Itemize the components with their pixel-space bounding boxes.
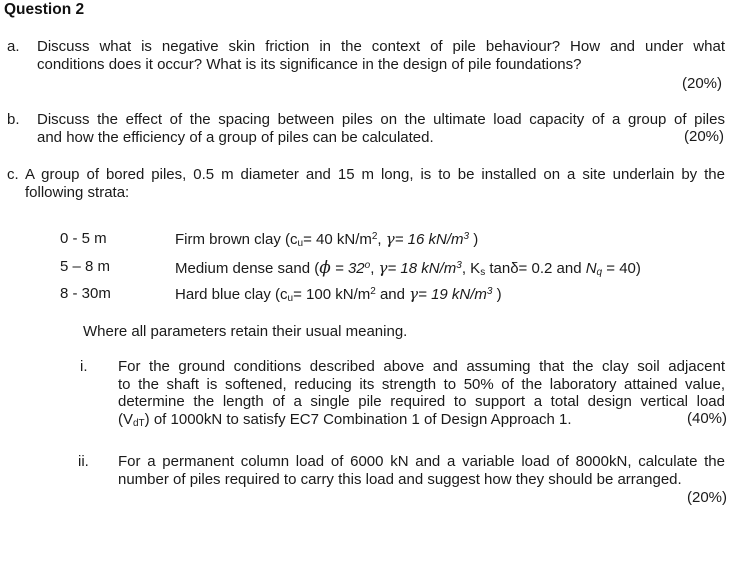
part-b-line-1: Discuss the effect of the spacing between piles on the ultimate load capacity of a group of piles: [37, 111, 725, 128]
part-a-text: [37, 38, 725, 73]
cu-value: = 100 kN/m: [293, 286, 371, 303]
strata-soil-3: Hard blue clay (c: [175, 286, 288, 303]
subpart-i-line-1: For the ground conditions described above and assuming that the clay soil adjacent: [118, 358, 725, 375]
subpart-ii-line-1: For a permanent column load of 6000 kN and a variable load of 8000kN, calculate the: [118, 453, 725, 470]
strata-desc-3: [175, 285, 502, 303]
nq-label: N: [585, 260, 597, 277]
subpart-i-label: i.: [80, 358, 88, 375]
gamma-symbol: γ: [385, 230, 395, 248]
separator: ,: [370, 260, 379, 277]
nq-subscript: q: [596, 267, 603, 278]
part-b-text: [37, 111, 725, 146]
subpart-ii-marks: (20%): [686, 489, 727, 506]
subpart-ii-label: ii.: [78, 453, 89, 470]
subpart-i-line-4: [118, 411, 725, 429]
strata-soil-2: Medium dense sand (: [175, 260, 320, 277]
subpart-i-text: [118, 358, 725, 428]
subpart-i-line-3: determine the length of a single pile required to support a total design vertical load: [118, 393, 725, 410]
subpart-i-line-2: to the shaft is softened, reducing its strength to 50% of the laboratory attained value,: [118, 375, 725, 393]
part-c-line-1: A group of bored piles, 0.5 m diameter and 15 m long, is to be installed on a site underlain by the: [25, 166, 725, 183]
cu-subscript: u: [297, 238, 304, 249]
cu-value: = 40 kN/m: [303, 231, 372, 248]
gamma-value: = 19 kN/m: [418, 286, 487, 303]
cu-subscript: u: [287, 293, 294, 304]
part-a-label: a.: [7, 38, 20, 55]
part-b-label: b.: [7, 111, 20, 128]
and-text: and: [375, 286, 410, 303]
degree-superscript: o: [364, 260, 371, 271]
strata-depth-2: 5 – 8 m: [60, 258, 111, 275]
strata-soil-1: Firm brown clay (c: [175, 231, 298, 248]
part-b-line-2: and how the efficiency of a group of piles can be calculated.: [37, 128, 434, 146]
subpart-ii-line-2: number of piles required to carry this load and suggest how they should be arranged.: [118, 470, 682, 488]
separator: ,: [377, 231, 386, 248]
gamma-symbol: γ: [378, 259, 388, 277]
gamma-superscript: 3: [456, 260, 462, 271]
nq-value: = 40): [602, 260, 641, 277]
subpart-i-marks: (40%): [686, 410, 727, 427]
vdt-subscript: dT: [133, 417, 145, 429]
part-c-label: c.: [7, 166, 19, 183]
vdt-prefix: (V: [118, 410, 133, 428]
cu-superscript: 2: [370, 286, 376, 297]
subpart-ii-text: [118, 453, 725, 488]
part-c-text: [25, 166, 725, 201]
ks-label: , K: [461, 260, 481, 277]
strata-depth-1: 0 - 5 m: [60, 230, 107, 247]
gamma-value: = 18 kN/m: [387, 260, 457, 277]
close-paren: ): [492, 286, 502, 303]
gamma-superscript: 3: [486, 286, 493, 297]
cu-superscript: 2: [371, 231, 378, 242]
part-c-line-2: following strata:: [25, 183, 130, 201]
part-a-line-1: Discuss what is negative skin friction in the context of pile behaviour? How and under what: [37, 38, 725, 55]
part-a-marks: (20%): [681, 75, 722, 92]
tan-delta-value: tanδ= 0.2 and: [485, 260, 586, 277]
vdt-rest: ) of 1000kN to satisfy EC7 Combination 1 of Design Approach 1.: [144, 410, 572, 428]
part-b-marks: (20%): [683, 128, 724, 145]
close-paren: ): [469, 231, 479, 248]
gamma-value: = 16 kN/m: [394, 231, 464, 248]
strata-desc-2: [175, 258, 641, 278]
strata-depth-3: 8 - 30m: [60, 285, 111, 302]
gamma-symbol: γ: [409, 285, 419, 303]
strata-desc-1: [175, 230, 478, 248]
question-title: Question 2: [4, 1, 85, 18]
ks-subscript: s: [480, 267, 486, 278]
part-a-line-2: conditions does it occur? What is its significance in the design of pile foundations?: [37, 55, 582, 73]
phi-symbol: ϕ: [319, 258, 331, 278]
gamma-superscript: 3: [463, 231, 470, 242]
phi-value: = 32: [330, 260, 365, 277]
parameters-note: Where all parameters retain their usual meaning.: [83, 323, 408, 340]
